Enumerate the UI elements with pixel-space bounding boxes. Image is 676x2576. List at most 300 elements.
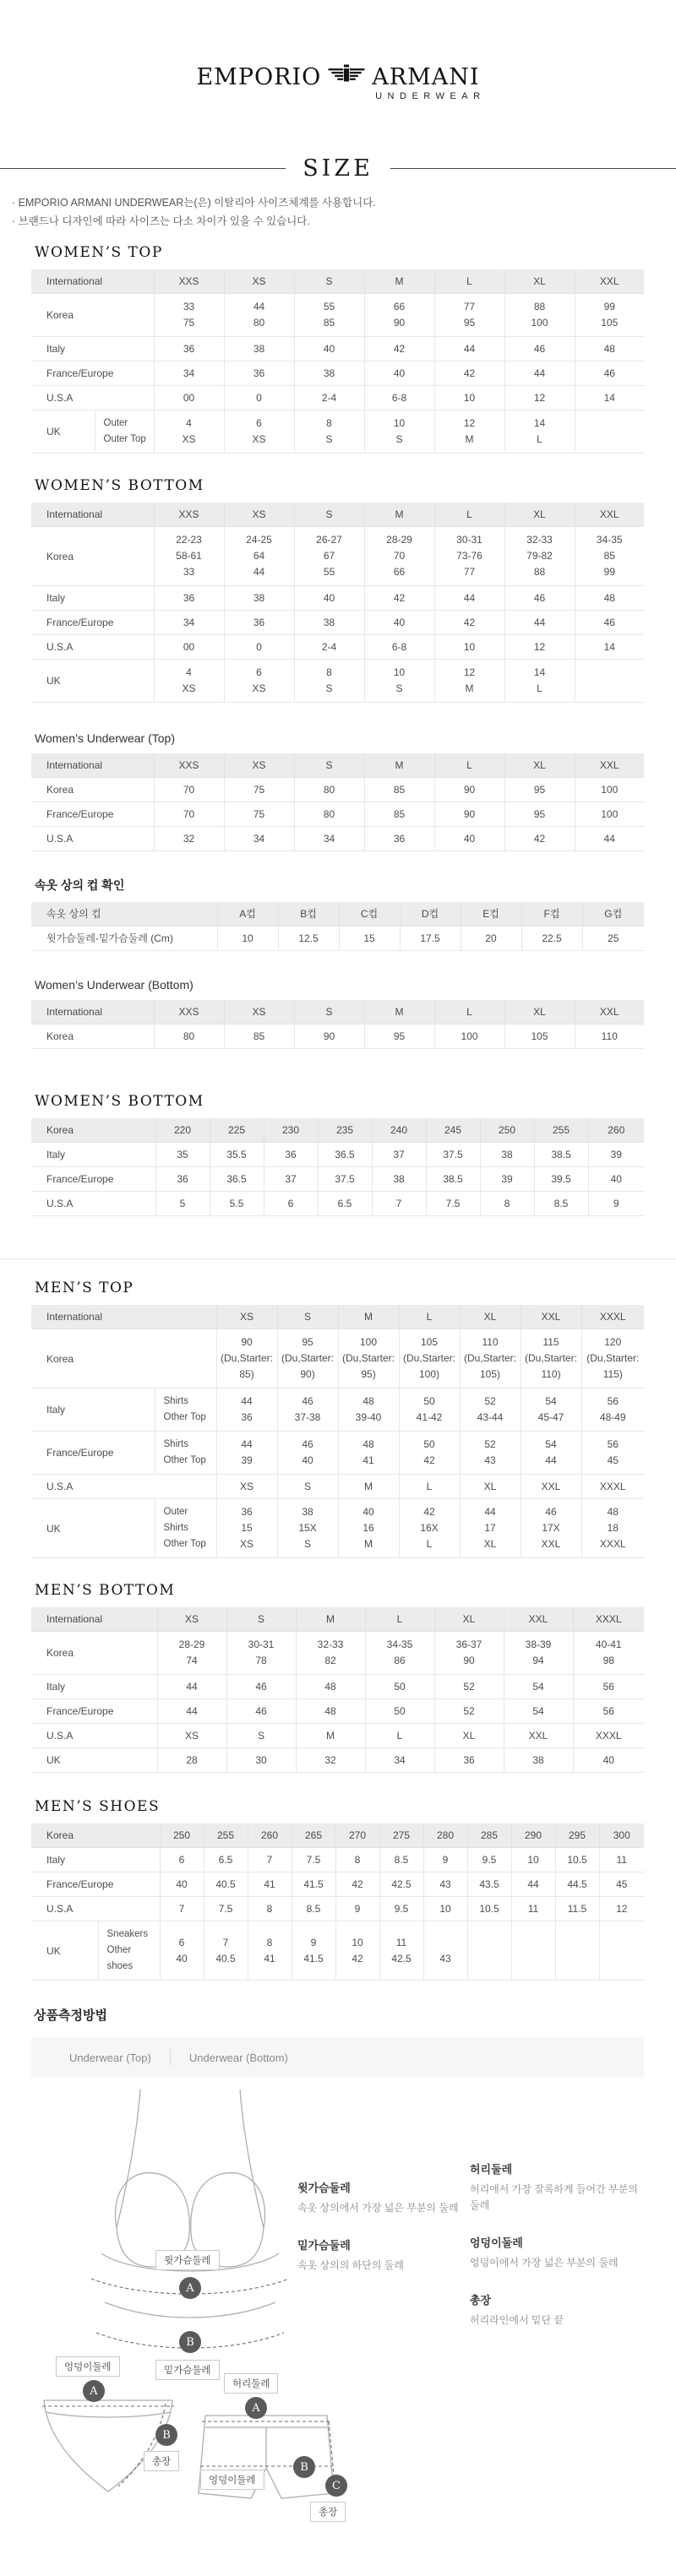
size-value-cell [399,1329,460,1389]
cell-line: (Du,Starter: [525,1352,578,1364]
tab-underwear-bottom[interactable]: Underwear (Bottom) [188,2051,288,2064]
table-row [31,1143,644,1167]
size-value-cell [248,1921,292,1981]
cell-line [577,681,643,697]
table-row [31,827,644,851]
size-value-cell [335,1921,379,1981]
cell-line: 36-37 [455,1639,482,1650]
size-value-cell: 36.5 [210,1167,264,1192]
size-value-cell: 10.5 [555,1848,599,1872]
size-value-cell: 43.5 [467,1872,511,1897]
section-title-womens-shoes: WOMEN’S BOTTOM [35,1093,204,1110]
table-row [31,660,644,703]
size-value-cell [460,1432,521,1475]
table-row [31,1499,644,1558]
section-womens-bottom [31,477,645,703]
size-value-cell: 39.5 [534,1167,588,1192]
table-row [31,386,644,410]
cell-line: 54 [545,1438,557,1450]
row-label: Korea [31,527,154,586]
section-title-womens-underwear-bottom: Women’s Underwear (Bottom) [35,978,194,992]
size-value-cell: 14 [575,635,644,660]
boxer-hip-label: 엉덩이둘레 [200,2470,264,2490]
badge-a: A [179,2277,201,2299]
size-value-cell: 10 [434,386,504,410]
size-value-cell: 36.5 [318,1143,372,1167]
size-value-cell [504,527,575,586]
column-header: XS [224,1000,294,1024]
size-value-cell: 8 [480,1192,534,1216]
size-value-cell: 34 [154,361,224,386]
size-value-cell: 44 [157,1699,226,1724]
size-value-cell: 38 [294,361,364,386]
bra-upper-bust-label: 윗가슴둘레 [155,2250,220,2270]
cell-line: 48 [607,1506,619,1518]
size-value-cell: 28 [157,1748,226,1773]
column-header: L [434,1000,504,1024]
table-row [31,337,644,361]
table-row [31,361,644,386]
cell-line: 17X [542,1522,560,1534]
size-value-cell [338,1389,399,1432]
size-value-cell [154,660,224,703]
column-header: 230 [264,1118,318,1143]
column-header: 295 [555,1823,599,1848]
size-value-cell: 12 [504,635,575,660]
row-label: U.S.A [31,1192,155,1216]
size-value-cell [338,1432,399,1475]
section-title-mens-shoes: MEN’S SHOES [35,1798,161,1815]
size-value-cell [581,1432,644,1475]
size-value-cell [294,410,364,454]
row-label: UK [31,1748,157,1773]
cell-line: 24-25 [246,534,272,546]
table-header-row [31,1305,644,1329]
cell-line: 11 [395,1936,407,1948]
cell-line: 41 [363,1454,374,1466]
page-title: SIZE [303,155,373,182]
badge-b: B [155,2424,177,2446]
size-value-cell: 56 [573,1675,644,1699]
cell-line [514,1935,553,1951]
cell-line [470,1951,510,1967]
size-value-cell: 40 [294,586,364,611]
size-value-cell: 43 [423,1872,467,1897]
cell-line: 9 [310,1936,317,1948]
cell-line: 64 [253,550,265,562]
cell-line: 52 [484,1395,496,1407]
size-value-cell: 6.5 [318,1192,372,1216]
size-value-cell [216,1432,277,1475]
size-value-cell: 44 [504,611,575,635]
size-value-cell [216,1389,277,1432]
size-value-cell: 54 [504,1699,573,1724]
size-value-cell: 14 [575,386,644,410]
size-value-cell: 9 [423,1848,467,1872]
section-womens-top [31,244,645,454]
cell-line: 88 [533,566,546,578]
column-header: XS [216,1305,277,1329]
column-header: S [294,1000,364,1024]
size-value-cell: 39 [480,1167,534,1192]
size-value-cell: 6-8 [364,386,434,410]
cell-line: XXL [541,1538,561,1550]
size-value-cell: L [399,1475,460,1499]
cell-line: 41 [264,1952,275,1965]
section-title-womens-top: WOMEN’S TOP [35,244,163,261]
size-value-cell: 36 [224,611,294,635]
cell-line: 54 [545,1395,557,1407]
column-header: XS [157,1607,226,1632]
cell-line: S [325,682,333,694]
brand-header [0,0,676,101]
row-sublabel [155,1499,216,1558]
size-value-cell [521,1499,581,1558]
size-value-cell: 38 [224,586,294,611]
size-value-cell: 00 [154,635,224,660]
cell-line: M [465,682,474,694]
cell-line [426,1935,466,1951]
column-header: 245 [426,1118,480,1143]
size-value-cell [575,527,644,586]
size-value-cell: 48 [296,1675,365,1699]
divider-line-right [390,168,676,169]
row-label: Italy [31,1389,155,1432]
cell-line: S [325,433,333,445]
cell-line: XS [252,682,266,694]
cell-line: 44 [545,1454,557,1466]
size-value-cell [575,410,644,454]
size-value-cell: 80 [294,778,364,802]
column-header: 260 [248,1823,292,1848]
cell-line: 28-29 [386,534,412,546]
cell-line: 46 [545,1506,557,1518]
cell-line: XS [252,433,266,445]
size-value-cell [364,294,434,337]
row-label: UK [31,660,154,703]
size-value-cell: 48 [296,1699,365,1724]
table-header-row [31,1118,644,1143]
size-value-cell: 42 [335,1872,379,1897]
cell-line [558,1951,597,1967]
section-title-mens-top: MEN’S TOP [35,1280,134,1296]
size-value-cell: 37.5 [318,1167,372,1192]
cell-line: 79-82 [526,550,553,562]
column-header: XL [460,1305,521,1329]
cell-line: 74 [186,1655,198,1666]
column-header: D컵 [400,902,461,927]
size-value-cell: 38.5 [534,1143,588,1167]
logo-text-armani: ARMANI [372,64,480,90]
row-label: Korea [31,1024,154,1049]
cell-line: 66 [393,301,406,312]
size-value-cell: 40 [364,611,434,635]
size-value-cell [364,527,434,586]
cell-line [577,416,643,432]
column-header: B컵 [278,902,339,927]
size-value-cell: 100 [575,802,644,827]
size-value-cell: 36 [264,1143,318,1167]
table-row [31,927,644,951]
cell-line: 75 [183,317,195,329]
armani-logo [196,64,479,90]
size-value-cell [224,410,294,454]
size-value-cell: 54 [504,1675,573,1699]
column-header: L [434,503,504,527]
size-value-cell [399,1389,460,1432]
cell-line: 16X [420,1522,439,1534]
column-header: 225 [210,1118,264,1143]
column-header: XXL [504,1607,573,1632]
size-value-cell [216,1329,277,1389]
column-header: XXS [154,1000,224,1024]
cell-line: 56 [607,1438,619,1450]
row-sublabel [155,1389,216,1432]
cell-line: 115) [602,1368,623,1380]
size-value-cell: 5 [155,1192,210,1216]
column-header: XL [504,503,575,527]
size-value-cell [216,1499,277,1558]
table-header-row [31,753,644,778]
cell-line: 50 [423,1395,435,1407]
size-value-cell [294,294,364,337]
section-mens-bottom [31,1582,645,1773]
badge-a: A [245,2397,267,2419]
cell-line: 38-39 [525,1639,552,1650]
cell-line: 14 [533,417,546,429]
size-table [31,269,644,454]
size-value-cell [434,660,504,703]
definition-total-length: 총장 허리라인에서 밑단 끝 [470,2294,564,2326]
size-value-cell: 36 [155,1167,210,1192]
row-label: UK [31,1921,98,1981]
size-value-cell: 75 [224,802,294,827]
size-value-cell: 12 [504,386,575,410]
section-title-womens-bottom: WOMEN’S BOTTOM [35,477,204,494]
size-value-cell: 100 [434,1024,504,1049]
size-value-cell: 100 [575,778,644,802]
cell-line: 41-42 [416,1411,443,1423]
cell-line: 105 [421,1336,439,1348]
row-label: 윗가슴둘레-밑가슴둘레 (Cm) [31,927,217,951]
size-value-cell [521,1432,581,1475]
armani-eagle-icon [327,64,366,90]
size-value-cell: 10.5 [467,1897,511,1921]
cell-line: 88 [533,301,546,312]
size-value-cell: 85 [364,778,434,802]
size-value-cell: 30 [226,1748,296,1773]
column-header: International [31,1607,157,1632]
cell-line: 6 [256,417,262,429]
table-row [31,1724,644,1748]
size-value-cell: 44 [434,337,504,361]
cell-line: (Du,Starter: [586,1352,640,1364]
cell-line: 58-61 [176,550,202,562]
cell-line: 40 [363,1506,374,1518]
row-label: U.S.A [31,386,154,410]
cell-line [577,665,643,681]
table-header-row [31,902,644,927]
column-header: M [364,503,434,527]
size-value-cell: 9 [335,1897,379,1921]
cell-line: 85) [239,1368,254,1380]
size-value-cell [581,1389,644,1432]
cell-line: 30-31 [248,1639,275,1650]
cell-line: 77 [463,301,476,312]
table-row [31,294,644,337]
size-value-cell: 41.5 [292,1872,335,1897]
column-header: M [364,269,434,294]
size-value-cell: 35 [155,1143,210,1167]
badge-b: B [179,2331,201,2353]
size-value-cell [521,1329,581,1389]
cell-line [558,1935,597,1951]
table-row [31,1192,644,1216]
column-header: L [399,1305,460,1329]
cell-line: 110) [541,1368,561,1380]
size-value-cell: 45 [599,1872,644,1897]
row-label: France/Europe [31,1699,157,1724]
size-value-cell [575,294,644,337]
tab-underwear-top[interactable]: Underwear (Top) [69,2051,151,2064]
cell-line: 115 [542,1336,559,1348]
row-label: France/Europe [31,802,154,827]
cell-line: 100 [531,317,548,329]
cell-line: (Du,Starter: [403,1352,456,1364]
size-value-cell: 42 [504,827,575,851]
cell-line: 43-44 [477,1411,504,1423]
size-value-cell: 0 [224,386,294,410]
cell-line: 48-49 [599,1411,626,1423]
cell-line: 16 [363,1522,374,1534]
size-value-cell: 95 [504,802,575,827]
size-value-cell [154,527,224,586]
cell-line: 4 [186,417,192,429]
cell-line: Outer Top [103,434,146,444]
size-value-cell: 90 [434,802,504,827]
measurement-heading: 상품측정방법 [34,2008,107,2023]
size-value-cell [204,1921,248,1981]
size-value-cell: 7 [372,1192,426,1216]
size-value-cell: 70 [154,778,224,802]
cell-line: 42 [423,1454,435,1466]
cell-line: 28-29 [178,1639,205,1650]
size-value-cell: 46 [575,361,644,386]
column-header: 285 [467,1823,511,1848]
size-value-cell: 39 [588,1143,644,1167]
section-divider [0,1258,676,1259]
cell-line: 40-41 [595,1639,622,1650]
size-table [31,1607,644,1773]
column-header: S [226,1607,296,1632]
size-table [31,503,644,703]
row-label: U.S.A [31,827,154,851]
size-value-cell [434,410,504,454]
cell-line: 43 [439,1952,451,1965]
size-value-cell [154,294,224,337]
measurement-tabbar [31,2037,644,2078]
column-header: 255 [534,1118,588,1143]
size-value-cell: 75 [224,778,294,802]
size-value-cell: 40 [364,361,434,386]
size-value-cell: 37 [264,1167,318,1192]
size-value-cell [294,527,364,586]
size-value-cell [573,1632,644,1675]
size-value-cell: 6-8 [364,635,434,660]
size-value-cell: 12.5 [278,927,339,951]
cell-line: 42 [352,1952,363,1965]
size-value-cell: 10 [217,927,278,951]
size-value-cell: 42.5 [379,1872,423,1897]
column-header: 255 [204,1823,248,1848]
cell-line: 10 [393,666,406,678]
size-value-cell: 9.5 [379,1897,423,1921]
size-value-cell: 35.5 [210,1143,264,1167]
size-value-cell: XXXL [573,1724,644,1748]
cell-line: 7 [222,1936,229,1948]
size-value-cell [338,1329,399,1389]
boxer-diagram [199,2373,359,2576]
cell-line: 33 [183,566,195,578]
size-value-cell: 42 [364,337,434,361]
table-header-row [31,1607,644,1632]
cell-line: 52 [484,1438,496,1450]
section-title-mens-bottom: MEN’S BOTTOM [35,1582,176,1599]
cell-line: 105 [601,317,619,329]
cell-line: 78 [255,1655,267,1666]
cell-line: 90 [463,1655,475,1666]
size-value-cell [467,1921,511,1981]
definition-upper-bust: 윗가슴둘레 속옷 상의에서 가장 넓은 부분의 둘레 [297,2182,459,2214]
column-header: 265 [292,1823,335,1848]
size-value-cell [521,1389,581,1432]
size-value-cell: 50 [365,1699,434,1724]
cell-line: S [395,433,403,445]
bra-under-bust-label: 밑가슴둘레 [155,2360,220,2380]
column-header: L [365,1607,434,1632]
column-header: International [31,1000,154,1024]
column-header: M [364,1000,434,1024]
cell-line: 14 [533,666,546,678]
row-label: France/Europe [31,1872,160,1897]
table-row [31,1632,644,1675]
divider-line-left [0,168,286,169]
size-value-cell: 2-4 [294,635,364,660]
column-header: XXXL [573,1607,644,1632]
definitions-right-column [470,2160,649,2349]
row-label: Italy [31,1848,160,1872]
size-value-cell: 52 [434,1675,504,1699]
cell-line: 41.5 [303,1952,324,1965]
badge-c: C [325,2475,347,2497]
cell-line: 30-31 [456,534,482,546]
cell-line: S [395,682,403,694]
cell-line: Outer [163,1507,188,1517]
size-value-cell [399,1499,460,1558]
row-label: UK [31,410,95,454]
size-value-cell [277,1389,338,1432]
section-womens-underwear-top [31,731,645,851]
column-header: S [294,753,364,778]
row-label: UK [31,1499,155,1558]
size-value-cell: S [226,1724,296,1748]
row-label: Korea [31,294,154,337]
column-header: XXL [521,1305,581,1329]
cell-line: 85 [603,550,615,562]
cell-line: 46 [302,1438,313,1450]
table-header-row [31,1823,644,1848]
size-value-cell: 95 [504,778,575,802]
